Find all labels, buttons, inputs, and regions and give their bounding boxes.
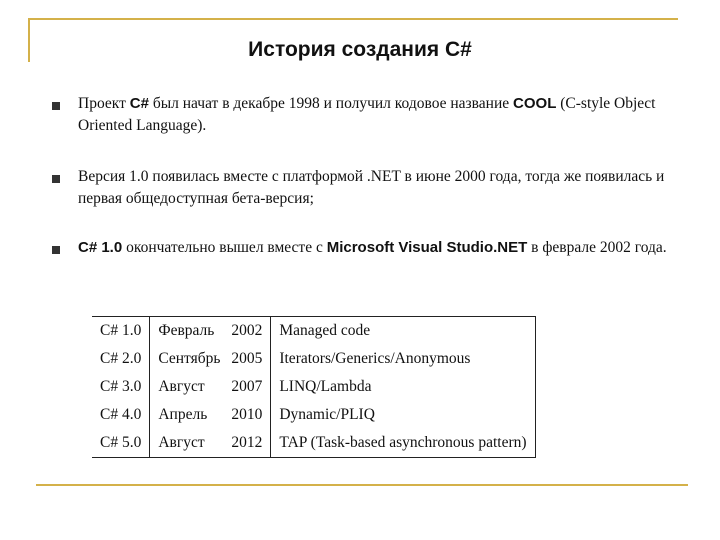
square-bullet-icon xyxy=(52,175,60,183)
version-cell: C# 3.0 xyxy=(100,378,142,395)
year-cell: 2002 xyxy=(222,317,271,346)
month-cell: Февраль xyxy=(150,317,223,346)
feature-cell: TAP (Task-based asynchronous pattern) xyxy=(271,429,535,458)
version-cell: C# 2.0 xyxy=(100,350,142,367)
slide-title: История создания C# xyxy=(248,38,472,61)
version-cell: C# 5.0 xyxy=(92,429,150,458)
bullet-text-part: в феврале 2002 года. xyxy=(527,239,667,256)
version-cell: C# 4.0 xyxy=(100,406,142,423)
bullet-text-1 xyxy=(78,93,678,137)
versions-table xyxy=(92,316,536,458)
table-row xyxy=(92,373,535,401)
bullet-text-part: окончательно вышел вместе с xyxy=(122,239,327,256)
month-cell: Август xyxy=(150,429,223,458)
bullet-bold-text: Microsoft Visual Studio.NET xyxy=(326,239,528,256)
table-row xyxy=(92,429,535,458)
bullet-bold-text: C# xyxy=(129,95,149,112)
bullet-text-part: (C-style Object Oriented Language). xyxy=(78,95,656,134)
feature-cell: Dynamic/PLIQ xyxy=(271,401,535,429)
bullet-text-2 xyxy=(78,166,678,210)
square-bullet-icon xyxy=(52,246,60,254)
table-row xyxy=(92,401,535,429)
bullet-bold-text: C# 1.0 xyxy=(78,239,123,256)
month-cell: Август xyxy=(150,373,223,401)
table-row xyxy=(92,317,535,346)
bullet-bold-text: COOL xyxy=(513,95,557,112)
frame-bottom-line xyxy=(36,484,688,486)
year-cell: 2007 xyxy=(231,378,263,395)
year-cell: 2012 xyxy=(222,429,271,458)
bullet-text-3 xyxy=(78,237,678,259)
square-bullet-icon xyxy=(52,102,60,110)
frame-top-line xyxy=(28,18,678,20)
month-cell: Сентябрь xyxy=(150,345,223,373)
year-cell: 2010 xyxy=(231,406,263,423)
bullet-text-part: был начат в декабре 1998 и получил кодовое название xyxy=(148,95,514,112)
version-cell: C# 1.0 xyxy=(92,317,150,346)
year-cell: 2005 xyxy=(231,350,263,367)
table-row xyxy=(92,345,535,373)
feature-cell: LINQ/Lambda xyxy=(271,373,535,401)
bullet-text-part: Версия 1.0 появилась вместе с платформой .NET в июне 2000 года, тогда же появилась и первая общедоступная бета-версия; xyxy=(78,168,665,207)
feature-cell: Iterators/Generics/Anonymous xyxy=(271,345,535,373)
month-cell: Апрель xyxy=(150,401,223,429)
feature-cell: Managed code xyxy=(271,317,535,346)
bullet-text-part: Проект xyxy=(78,95,130,112)
